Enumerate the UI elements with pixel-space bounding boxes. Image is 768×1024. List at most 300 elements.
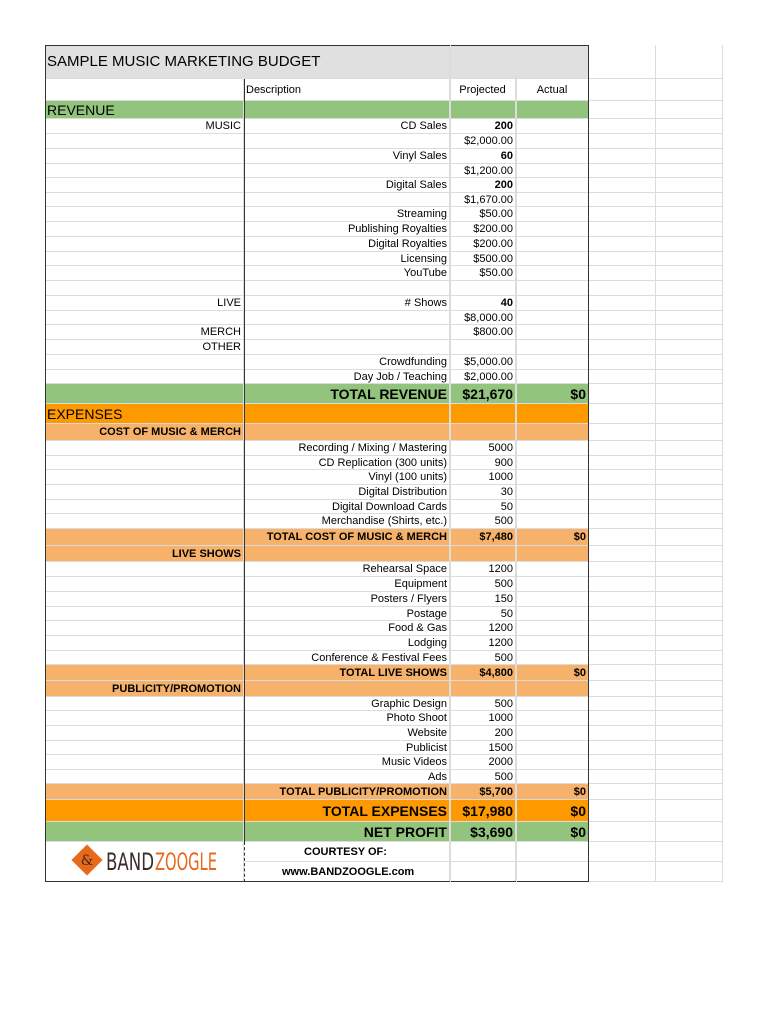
net-profit-projected[interactable]: $3,690 xyxy=(450,822,516,842)
grid-cell[interactable] xyxy=(45,592,244,607)
grid-cell[interactable] xyxy=(450,281,516,296)
grid-cell[interactable] xyxy=(516,325,589,340)
grid-cell[interactable] xyxy=(516,697,589,711)
grid-cell[interactable] xyxy=(656,340,723,355)
grid-cell[interactable] xyxy=(516,607,589,621)
grid-cell[interactable] xyxy=(45,500,244,514)
grid-cell[interactable] xyxy=(45,266,244,281)
grid-cell[interactable] xyxy=(516,711,589,726)
grid-cell[interactable] xyxy=(516,178,589,193)
live-shows-item-value[interactable]: 150 xyxy=(450,592,516,607)
grid-cell[interactable] xyxy=(45,514,244,529)
grid-cell[interactable] xyxy=(45,607,244,621)
grid-cell[interactable] xyxy=(656,651,723,665)
total-revenue-projected[interactable]: $21,670 xyxy=(450,384,516,404)
grid-cell[interactable] xyxy=(45,741,244,755)
publicity-item-row xyxy=(45,755,723,770)
grid-cell[interactable] xyxy=(450,340,516,355)
cd-sales-amount-row xyxy=(45,134,723,149)
grid-cell[interactable] xyxy=(589,193,656,207)
grid-cell[interactable] xyxy=(589,621,656,636)
publicity-item-row xyxy=(45,697,723,711)
grid-cell[interactable] xyxy=(516,456,589,470)
grid-cell[interactable] xyxy=(656,252,723,266)
section-fill xyxy=(45,784,244,800)
grid-cell[interactable] xyxy=(516,441,589,456)
grid-cell[interactable] xyxy=(516,842,589,862)
bandzoogle-logo xyxy=(70,843,220,884)
grid-cell[interactable] xyxy=(45,636,244,651)
grid-cell[interactable] xyxy=(656,822,723,842)
vinyl-sales-amount[interactable]: $1,200.00 xyxy=(450,164,516,178)
grid-cell[interactable] xyxy=(656,456,723,470)
music-merch-item-label: Digital Download Cards xyxy=(244,500,450,514)
grid-cell[interactable] xyxy=(589,592,656,607)
live-shows-item-label: Rehearsal Space xyxy=(244,562,450,577)
grid-cell[interactable] xyxy=(589,311,656,325)
grid-cell[interactable] xyxy=(656,79,723,101)
grid-cell[interactable] xyxy=(656,697,723,711)
music-merch-section-row xyxy=(45,424,723,441)
grid-cell[interactable] xyxy=(516,134,589,149)
grid-cell[interactable] xyxy=(656,370,723,384)
publicity-item-label: Photo Shoot xyxy=(244,711,450,726)
publicity-item-value[interactable]: 500 xyxy=(450,697,516,711)
grid-cell[interactable] xyxy=(656,607,723,621)
grid-cell[interactable] xyxy=(656,755,723,770)
vinyl-sales-units[interactable]: 60 xyxy=(450,149,516,164)
grid-cell[interactable] xyxy=(516,370,589,384)
grid-cell[interactable] xyxy=(589,325,656,340)
total-music-merch-projected[interactable]: $7,480 xyxy=(450,529,516,546)
grid-cell[interactable] xyxy=(516,164,589,178)
grid-cell[interactable] xyxy=(656,311,723,325)
grid-cell[interactable] xyxy=(656,770,723,784)
grid-cell[interactable] xyxy=(656,101,723,119)
section-fill xyxy=(244,681,450,697)
grid-cell[interactable] xyxy=(45,149,244,164)
grid-cell[interactable] xyxy=(589,134,656,149)
section-fill xyxy=(244,546,450,562)
grid-cell[interactable] xyxy=(589,456,656,470)
publicity-item-value[interactable]: 1500 xyxy=(450,741,516,755)
grid-cell[interactable] xyxy=(589,636,656,651)
grid-cell[interactable] xyxy=(516,266,589,281)
grid-cell[interactable] xyxy=(656,266,723,281)
grid-cell[interactable] xyxy=(656,222,723,237)
publicity-item-label: Publicist xyxy=(244,741,450,755)
publicity-item-label: Website xyxy=(244,726,450,741)
grid-cell[interactable] xyxy=(656,636,723,651)
grid-cell[interactable] xyxy=(589,149,656,164)
grid-cell[interactable] xyxy=(589,681,656,697)
grid-cell[interactable] xyxy=(516,500,589,514)
publishing-royalties-amount[interactable]: $200.00 xyxy=(450,222,516,237)
grid-cell[interactable] xyxy=(589,384,656,404)
total-revenue-actual[interactable]: $0 xyxy=(516,384,589,404)
grid-cell[interactable] xyxy=(516,636,589,651)
grid-cell[interactable] xyxy=(589,164,656,178)
music-merch-item-value[interactable]: 900 xyxy=(450,456,516,470)
cd-sales-amount[interactable]: $2,000.00 xyxy=(450,134,516,149)
day-job-amount[interactable]: $2,000.00 xyxy=(450,370,516,384)
grid-cell[interactable] xyxy=(656,149,723,164)
grid-cell[interactable] xyxy=(244,164,450,178)
svg-text:BAND: BAND xyxy=(106,848,154,876)
streaming-label: Streaming xyxy=(244,207,450,222)
grid-cell[interactable] xyxy=(244,340,450,355)
grid-cell[interactable] xyxy=(589,862,656,882)
section-fill xyxy=(244,424,450,441)
music-merch-item-value[interactable]: 500 xyxy=(450,514,516,529)
grid-cell[interactable] xyxy=(450,842,516,862)
publicity-item-value[interactable]: 1000 xyxy=(450,711,516,726)
grid-cell[interactable] xyxy=(244,325,450,340)
grid-cell[interactable] xyxy=(589,607,656,621)
grid-cell[interactable] xyxy=(656,384,723,404)
grid-cell[interactable] xyxy=(516,592,589,607)
total-live-shows-label: TOTAL LIVE SHOWS xyxy=(244,665,450,681)
music-merch-item-row xyxy=(45,470,723,485)
grid-cell[interactable] xyxy=(45,441,244,456)
total-live-shows-projected[interactable]: $4,800 xyxy=(450,665,516,681)
other-row xyxy=(45,340,723,355)
net-profit-label: NET PROFIT xyxy=(244,822,450,842)
grid-cell[interactable] xyxy=(589,665,656,681)
grid-cell[interactable] xyxy=(589,800,656,822)
grid-cell[interactable] xyxy=(516,296,589,311)
grid-cell[interactable] xyxy=(656,592,723,607)
total-revenue-label: TOTAL REVENUE xyxy=(244,384,450,404)
grid-cell[interactable] xyxy=(516,514,589,529)
total-expenses-actual[interactable]: $0 xyxy=(516,800,589,822)
grid-cell[interactable] xyxy=(45,370,244,384)
grid-cell[interactable] xyxy=(589,500,656,514)
total-expenses-projected[interactable]: $17,980 xyxy=(450,800,516,822)
live-shows-item-label: Lodging xyxy=(244,636,450,651)
grid-cell[interactable] xyxy=(45,222,244,237)
grid-cell[interactable] xyxy=(516,355,589,370)
grid-cell[interactable] xyxy=(589,252,656,266)
music-merch-item-row xyxy=(45,485,723,500)
total-publicity-actual[interactable]: $0 xyxy=(516,784,589,800)
grid-cell[interactable] xyxy=(516,862,589,882)
grid-cell[interactable] xyxy=(656,842,723,862)
grid-cell[interactable] xyxy=(656,784,723,800)
grid-cell[interactable] xyxy=(656,193,723,207)
expenses-fill xyxy=(450,404,516,424)
grid-cell[interactable] xyxy=(45,164,244,178)
expenses-heading: EXPENSES xyxy=(45,404,244,424)
grid-cell[interactable] xyxy=(656,485,723,500)
live-shows-item-value[interactable]: 1200 xyxy=(450,621,516,636)
total-live-shows-actual[interactable]: $0 xyxy=(516,665,589,681)
total-publicity-label: TOTAL PUBLICITY/PROMOTION xyxy=(244,784,450,800)
shows-amount-row xyxy=(45,311,723,325)
grid-cell[interactable] xyxy=(45,562,244,577)
grid-cell[interactable] xyxy=(516,149,589,164)
music-merch-item-value[interactable]: 5000 xyxy=(450,441,516,456)
grid-cell[interactable] xyxy=(656,681,723,697)
grid-cell[interactable] xyxy=(656,119,723,134)
publicity-item-label: Graphic Design xyxy=(244,697,450,711)
grid-cell[interactable] xyxy=(244,311,450,325)
grid-cell[interactable] xyxy=(656,355,723,370)
grid-cell[interactable] xyxy=(589,424,656,441)
grid-cell[interactable] xyxy=(656,726,723,741)
grid-cell[interactable] xyxy=(589,79,656,101)
licensing-label: Licensing xyxy=(244,252,450,266)
grid-cell[interactable] xyxy=(589,485,656,500)
total-music-merch-actual[interactable]: $0 xyxy=(516,529,589,546)
grid-cell[interactable] xyxy=(244,134,450,149)
grid-cell[interactable] xyxy=(45,470,244,485)
merch-row xyxy=(45,325,723,340)
svg-text:ZOOGLE: ZOOGLE xyxy=(155,848,217,876)
live-shows-item-row xyxy=(45,607,723,621)
music-merch-item-value[interactable]: 30 xyxy=(450,485,516,500)
grid-cell[interactable] xyxy=(589,340,656,355)
grid-cell[interactable] xyxy=(656,577,723,592)
section-fill xyxy=(516,546,589,562)
grid-cell[interactable] xyxy=(656,514,723,529)
grid-cell[interactable] xyxy=(589,237,656,252)
music-merch-item-value[interactable]: 50 xyxy=(450,500,516,514)
total-music-merch-label: TOTAL COST OF MUSIC & MERCH xyxy=(244,529,450,546)
grid-cell[interactable] xyxy=(589,45,656,79)
publicity-item-value[interactable]: 2000 xyxy=(450,755,516,770)
grid-cell[interactable] xyxy=(589,822,656,842)
revenue-fill xyxy=(450,101,516,119)
merch-amount[interactable]: $800.00 xyxy=(450,325,516,340)
section-fill xyxy=(450,546,516,562)
grid-cell[interactable] xyxy=(45,79,244,101)
live-shows-item-row xyxy=(45,592,723,607)
grid-cell[interactable] xyxy=(656,529,723,546)
grid-cell[interactable] xyxy=(516,281,589,296)
shows-count[interactable]: 40 xyxy=(450,296,516,311)
grid-cell[interactable] xyxy=(516,470,589,485)
grid-cell[interactable] xyxy=(45,621,244,636)
grid-cell[interactable] xyxy=(244,193,450,207)
publicity-item-value[interactable]: 200 xyxy=(450,726,516,741)
grid-cell[interactable] xyxy=(589,101,656,119)
grid-cell[interactable] xyxy=(656,500,723,514)
grid-cell[interactable] xyxy=(45,755,244,770)
live-shows-item-row xyxy=(45,562,723,577)
grid-cell[interactable] xyxy=(45,193,244,207)
grid-cell[interactable] xyxy=(516,651,589,665)
grid-cell[interactable] xyxy=(516,340,589,355)
music-merch-item-label: Recording / Mixing / Mastering xyxy=(244,441,450,456)
grid-cell[interactable] xyxy=(589,529,656,546)
grid-cell[interactable] xyxy=(45,281,244,296)
grid-cell[interactable] xyxy=(589,266,656,281)
grid-cell[interactable] xyxy=(45,237,244,252)
grid-cell[interactable] xyxy=(244,281,450,296)
grid-cell[interactable] xyxy=(589,651,656,665)
grid-cell[interactable] xyxy=(589,514,656,529)
grid-cell[interactable] xyxy=(45,577,244,592)
grid-cell[interactable] xyxy=(589,770,656,784)
grid-cell[interactable] xyxy=(589,370,656,384)
revenue-section-row xyxy=(45,101,723,119)
grid-cell[interactable] xyxy=(656,424,723,441)
digital-royalties-row xyxy=(45,237,723,252)
grid-cell[interactable] xyxy=(45,711,244,726)
live-shows-item-value[interactable]: 500 xyxy=(450,577,516,592)
grid-cell[interactable] xyxy=(589,562,656,577)
cd-sales-units[interactable]: 200 xyxy=(450,119,516,134)
grid-cell[interactable] xyxy=(589,207,656,222)
grid-cell[interactable] xyxy=(656,296,723,311)
grid-cell[interactable] xyxy=(516,770,589,784)
grid-cell[interactable] xyxy=(516,119,589,134)
crowdfunding-row xyxy=(45,355,723,370)
grid-cell[interactable] xyxy=(45,252,244,266)
grid-cell[interactable] xyxy=(589,296,656,311)
grid-cell[interactable] xyxy=(516,741,589,755)
grid-cell[interactable] xyxy=(516,755,589,770)
day-job-label: Day Job / Teaching xyxy=(244,370,450,384)
merch-label: MERCH xyxy=(45,325,244,340)
publicity-item-row xyxy=(45,711,723,726)
header-row xyxy=(45,79,723,101)
grid-cell[interactable] xyxy=(589,355,656,370)
grid-cell[interactable] xyxy=(589,726,656,741)
bandzoogle-logo-icon xyxy=(70,843,220,879)
grid-cell[interactable] xyxy=(589,546,656,562)
grid-cell[interactable] xyxy=(589,741,656,755)
digital-sales-units[interactable]: 200 xyxy=(450,178,516,193)
grid-cell[interactable] xyxy=(656,862,723,882)
section-fill xyxy=(450,681,516,697)
grid-cell[interactable] xyxy=(450,862,516,882)
grid-cell[interactable] xyxy=(589,119,656,134)
publicity-section-row xyxy=(45,681,723,697)
shows-amount[interactable]: $8,000.00 xyxy=(450,311,516,325)
grid-cell[interactable] xyxy=(656,562,723,577)
vinyl-sales-amount-row xyxy=(45,164,723,178)
grid-cell[interactable] xyxy=(656,546,723,562)
grid-cell[interactable] xyxy=(589,755,656,770)
grid-cell[interactable] xyxy=(516,237,589,252)
net-profit-actual[interactable]: $0 xyxy=(516,822,589,842)
grid-cell[interactable] xyxy=(589,470,656,485)
grid-cell[interactable] xyxy=(656,741,723,755)
grid-cell[interactable] xyxy=(45,651,244,665)
grid-cell[interactable] xyxy=(656,207,723,222)
grid-cell[interactable] xyxy=(45,311,244,325)
sheet-title: SAMPLE MUSIC MARKETING BUDGET xyxy=(45,45,450,79)
grid-cell[interactable] xyxy=(45,355,244,370)
grid-cell[interactable] xyxy=(589,697,656,711)
description-header: Description xyxy=(244,79,450,101)
grid-cell[interactable] xyxy=(45,207,244,222)
grid-cell[interactable] xyxy=(516,726,589,741)
grid-cell[interactable] xyxy=(45,770,244,784)
grid-cell[interactable] xyxy=(45,726,244,741)
grid-cell[interactable] xyxy=(589,404,656,424)
grid-cell[interactable] xyxy=(656,134,723,149)
grid-cell[interactable] xyxy=(516,562,589,577)
grid-cell[interactable] xyxy=(516,621,589,636)
live-shows-item-label: Conference & Festival Fees xyxy=(244,651,450,665)
grid-cell[interactable] xyxy=(656,441,723,456)
live-shows-item-row xyxy=(45,577,723,592)
courtesy-label: COURTESY OF: xyxy=(244,842,450,862)
grid-cell[interactable] xyxy=(656,800,723,822)
live-shows-item-value[interactable]: 1200 xyxy=(450,636,516,651)
live-shows-item-value[interactable]: 50 xyxy=(450,607,516,621)
publicity-item-value[interactable]: 500 xyxy=(450,770,516,784)
streaming-amount[interactable]: $50.00 xyxy=(450,207,516,222)
total-publicity-projected[interactable]: $5,700 xyxy=(450,784,516,800)
grid-cell[interactable] xyxy=(516,193,589,207)
grid-cell[interactable] xyxy=(656,470,723,485)
grid-cell[interactable] xyxy=(656,711,723,726)
grid-cell[interactable] xyxy=(656,237,723,252)
grid-cell[interactable] xyxy=(589,222,656,237)
grid-cell[interactable] xyxy=(656,404,723,424)
grid-cell[interactable] xyxy=(589,441,656,456)
digital-sales-amount[interactable]: $1,670.00 xyxy=(450,193,516,207)
licensing-amount[interactable]: $500.00 xyxy=(450,252,516,266)
grid-cell[interactable] xyxy=(589,711,656,726)
grid-cell[interactable] xyxy=(656,45,723,79)
live-shows-item-value[interactable]: 500 xyxy=(450,651,516,665)
crowdfunding-amount[interactable]: $5,000.00 xyxy=(450,355,516,370)
grid-cell[interactable] xyxy=(589,178,656,193)
grid-cell[interactable] xyxy=(656,621,723,636)
grid-cell[interactable] xyxy=(45,456,244,470)
net-profit-fill xyxy=(45,822,244,842)
grid-cell[interactable] xyxy=(656,281,723,296)
grid-cell[interactable] xyxy=(589,577,656,592)
music-merch-item-label: Digital Distribution xyxy=(244,485,450,500)
youtube-amount[interactable]: $50.00 xyxy=(450,266,516,281)
total-revenue-fill xyxy=(45,384,244,404)
grid-cell[interactable] xyxy=(656,178,723,193)
grid-cell[interactable] xyxy=(516,252,589,266)
live-shows-item-row xyxy=(45,636,723,651)
grid-cell[interactable] xyxy=(656,665,723,681)
live-shows-item-value[interactable]: 1200 xyxy=(450,562,516,577)
digital-sales-row xyxy=(45,178,723,193)
grid-cell[interactable] xyxy=(516,207,589,222)
grid-cell[interactable] xyxy=(45,178,244,193)
grid-cell[interactable] xyxy=(516,222,589,237)
music-label: MUSIC xyxy=(45,119,244,134)
grid-cell[interactable] xyxy=(45,134,244,149)
grid-cell[interactable] xyxy=(45,485,244,500)
live-shows-item-label: Food & Gas xyxy=(244,621,450,636)
grid-cell[interactable] xyxy=(656,325,723,340)
grid-cell[interactable] xyxy=(45,697,244,711)
publicity-item-row xyxy=(45,770,723,784)
music-merch-item-value[interactable]: 1000 xyxy=(450,470,516,485)
grid-cell[interactable] xyxy=(589,842,656,862)
website-link[interactable]: www.BANDZOOGLE.com xyxy=(244,862,450,882)
grid-cell[interactable] xyxy=(516,577,589,592)
digital-royalties-amount[interactable]: $200.00 xyxy=(450,237,516,252)
grid-cell[interactable] xyxy=(589,784,656,800)
grid-cell[interactable] xyxy=(516,485,589,500)
grid-cell[interactable] xyxy=(516,311,589,325)
grid-cell[interactable] xyxy=(656,164,723,178)
live-shows-item-row xyxy=(45,651,723,665)
grid-cell[interactable] xyxy=(589,281,656,296)
